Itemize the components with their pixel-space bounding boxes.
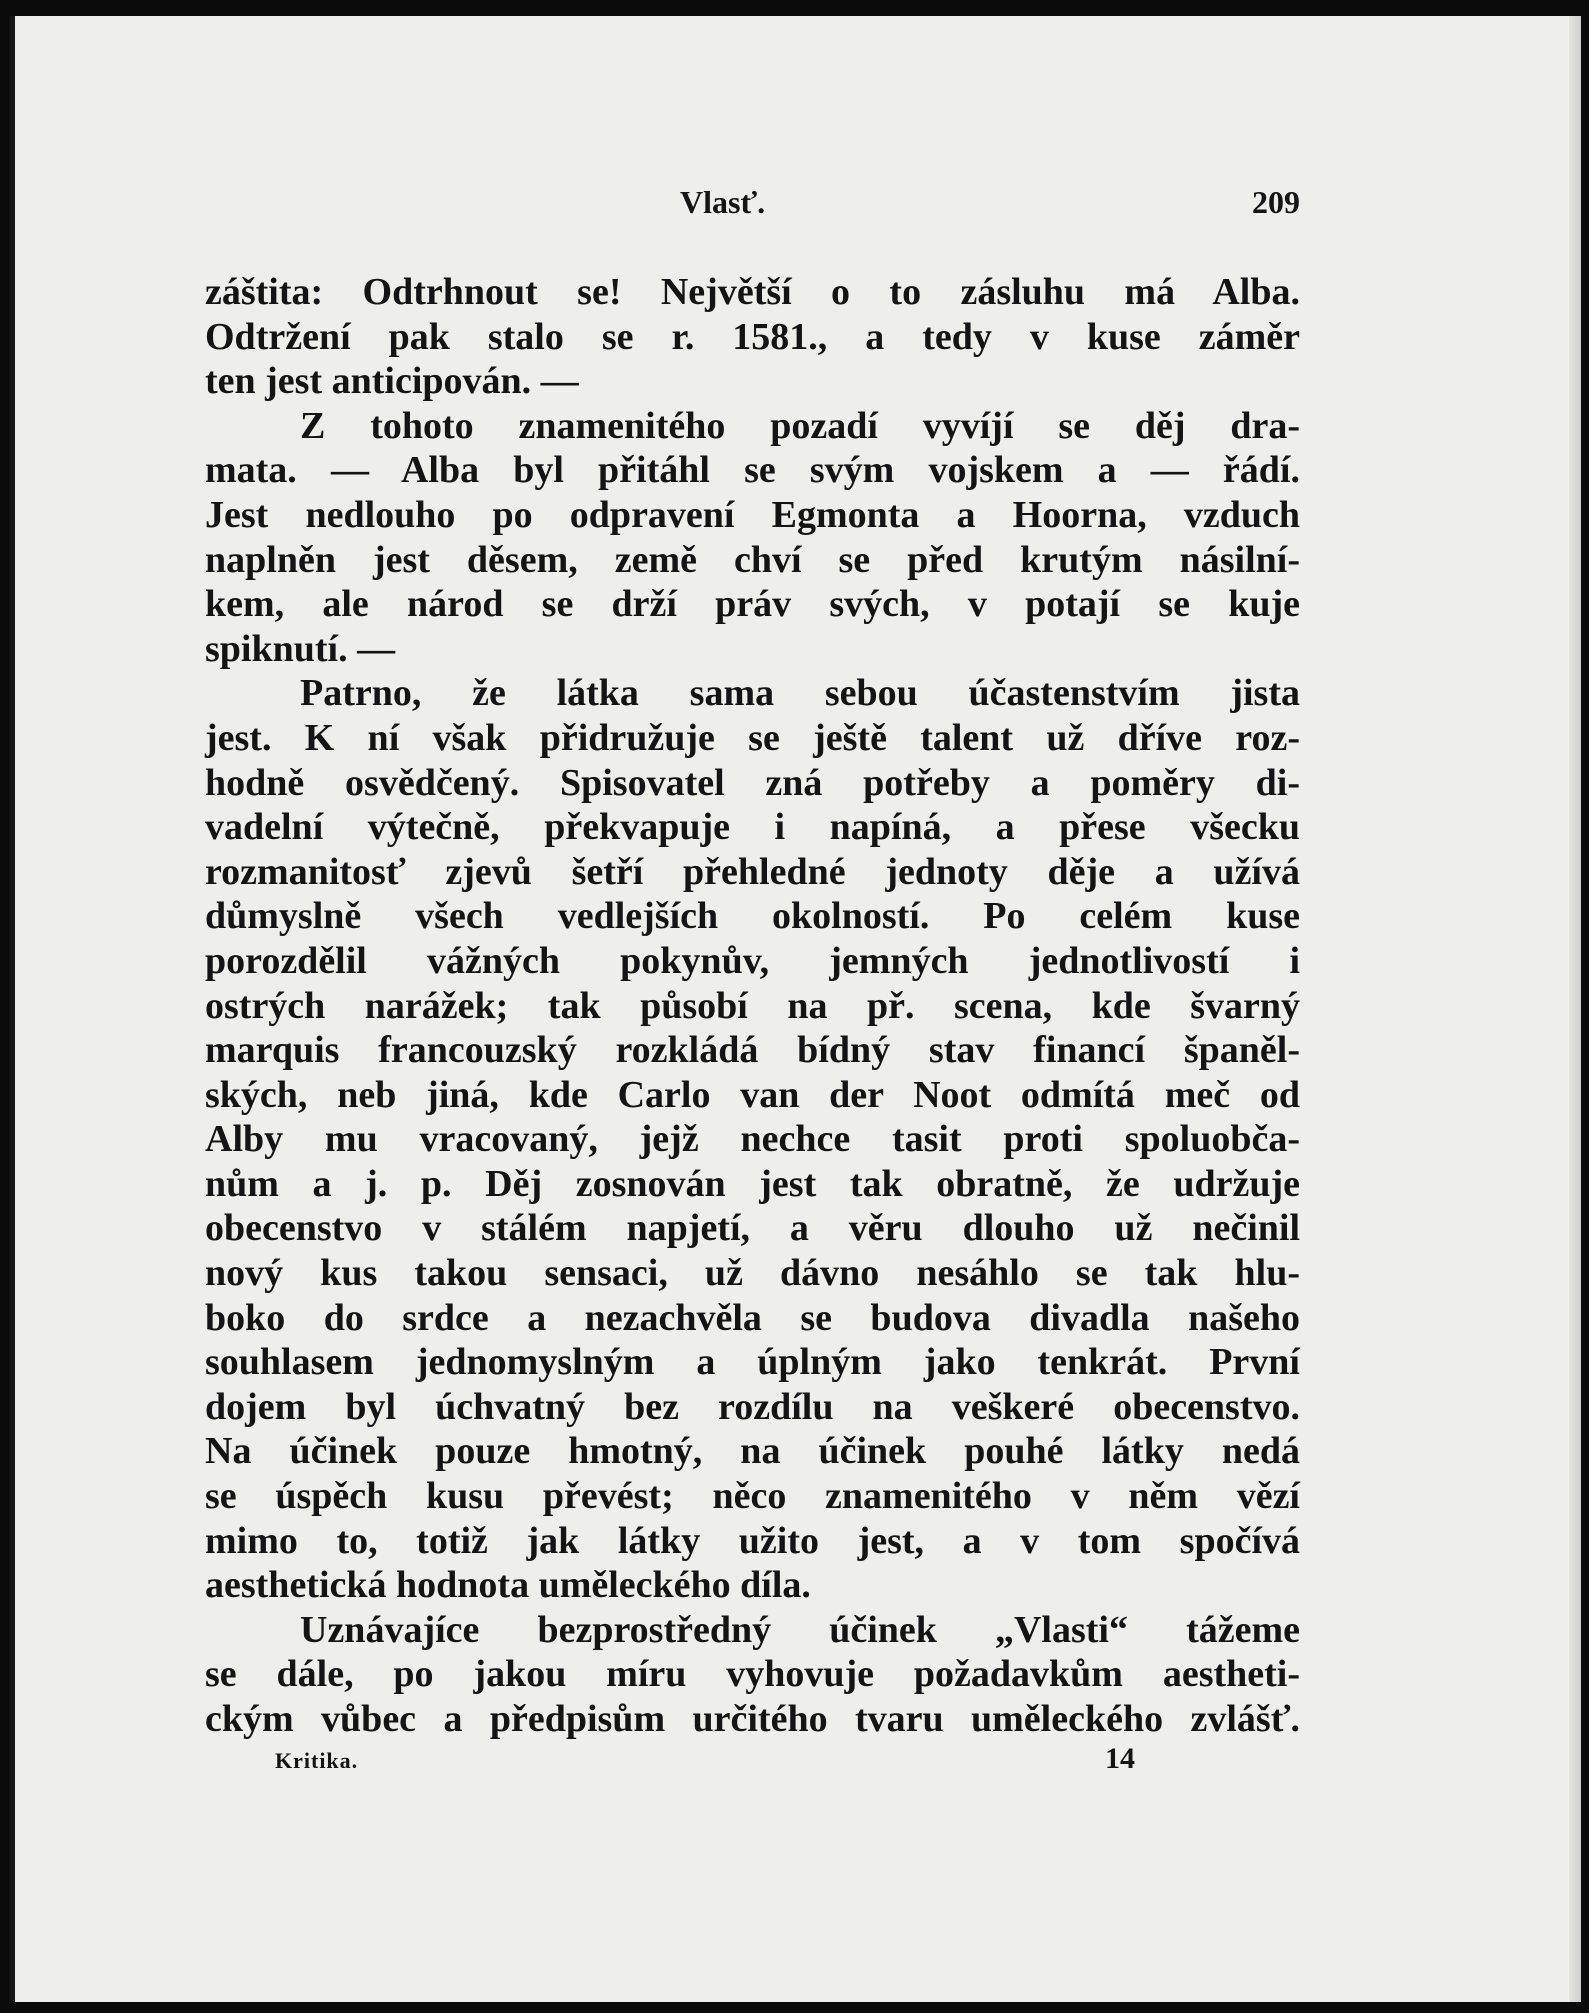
text-line: Jest nedlouho po odpravení Egmonta a Hoorna, vzduch [205,493,1300,536]
page-header [200,180,1300,226]
text-line: mimo to, totiž jak látky užito jest, a v tom spočívá [205,1519,1300,1562]
text-line: Patrno, že látka sama sebou účastenstvím jista [300,672,1300,715]
page-number: 209 [1252,184,1300,220]
page-footer [275,1742,1135,1782]
text-line: boko do srdce a nezachvěla se budova divadla našeho [205,1296,1300,1339]
text-line: ckým vůbec a předpisům určitého tvaru uměleckého zvlášť. [205,1698,1300,1740]
text-line: souhlasem jednomyslným a úplným jako tenkrát. První [205,1341,1300,1384]
text-line: Odtržení pak stalo se r. 1581., a tedy v kuse záměr [205,315,1300,358]
text-line: naplněn jest děsem, země chví se před krutým násilní- [205,538,1300,581]
text-line: se dále, po jakou míru vyhovuje požadavkům aestheti- [205,1653,1300,1696]
text-line: kem, ale národ se drží práv svých, v potají se kuje [205,583,1300,626]
signature-number: 14 [1105,1742,1135,1775]
text-line: marquis francouzský rozkládá bídný stav financí španěl- [205,1029,1300,1072]
text-line: se úspěch kusu převést; něco znamenitého v něm vězí [205,1475,1300,1518]
text-line: obecenstvo v stálém napjetí, a věru dlouho už nečinil [205,1207,1300,1250]
text-line: důmyslně všech vedlejších okolností. Po celém kuse [205,895,1300,938]
text-line: Alby mu vracovaný, jejž nechce tasit proti spoluobča- [205,1118,1300,1161]
text-line: nům a j. p. Děj zosnován jest tak obratně, že udržuje [205,1162,1300,1205]
text-line: Uznávajíce bezprostředný účinek „Vlasti“ tážeme [300,1608,1300,1651]
text-line: ostrých narážek; tak působí na př. scena, kde švarný [205,984,1300,1027]
text-line: dojem byl úchvatný bez rozdílu na veškeré obecenstvo. [205,1385,1300,1428]
text-line: Na účinek pouze hmotný, na účinek pouhé látky nedá [205,1430,1300,1473]
text-line: Z tohoto znamenitého pozadí vyvíjí se děj dra- [300,404,1300,447]
text-line: hodně osvědčený. Spisovatel zná potřeby a poměry di- [205,761,1300,804]
text-line: spiknutí. — [205,627,396,670]
body-text [205,270,1300,1742]
text-line: nový kus takou sensaci, už dávno nesáhlo se tak hlu- [205,1252,1300,1295]
text-line: porozdělil vážných pokynův, jemných jednotlivostí i [205,939,1300,982]
printer-signature: Kritika. [275,1748,359,1773]
text-line: rozmanitosť zjevů šetří přehledné jednoty děje a užívá [205,850,1300,893]
text-line: ten jest anticipován. — [205,360,579,403]
text-line: mata. — Alba byl přitáhl se svým vojskem a — řádí. [205,449,1300,492]
running-title: Vlasť. [680,184,766,220]
text-line: aesthetická hodnota uměleckého díla. [205,1564,811,1607]
text-line: jest. K ní však přidružuje se ještě talent už dříve roz- [205,716,1300,759]
text-line: záštita: Odtrhnout se! Největší o to zásluhu má Alba. [205,271,1300,313]
text-line: ských, neb jiná, kde Carlo van der Noot odmítá meč od [205,1073,1300,1116]
page-edge-shadow [1569,16,1581,2002]
text-line: vadelní výtečně, překvapuje i napíná, a přese všecku [205,806,1300,849]
